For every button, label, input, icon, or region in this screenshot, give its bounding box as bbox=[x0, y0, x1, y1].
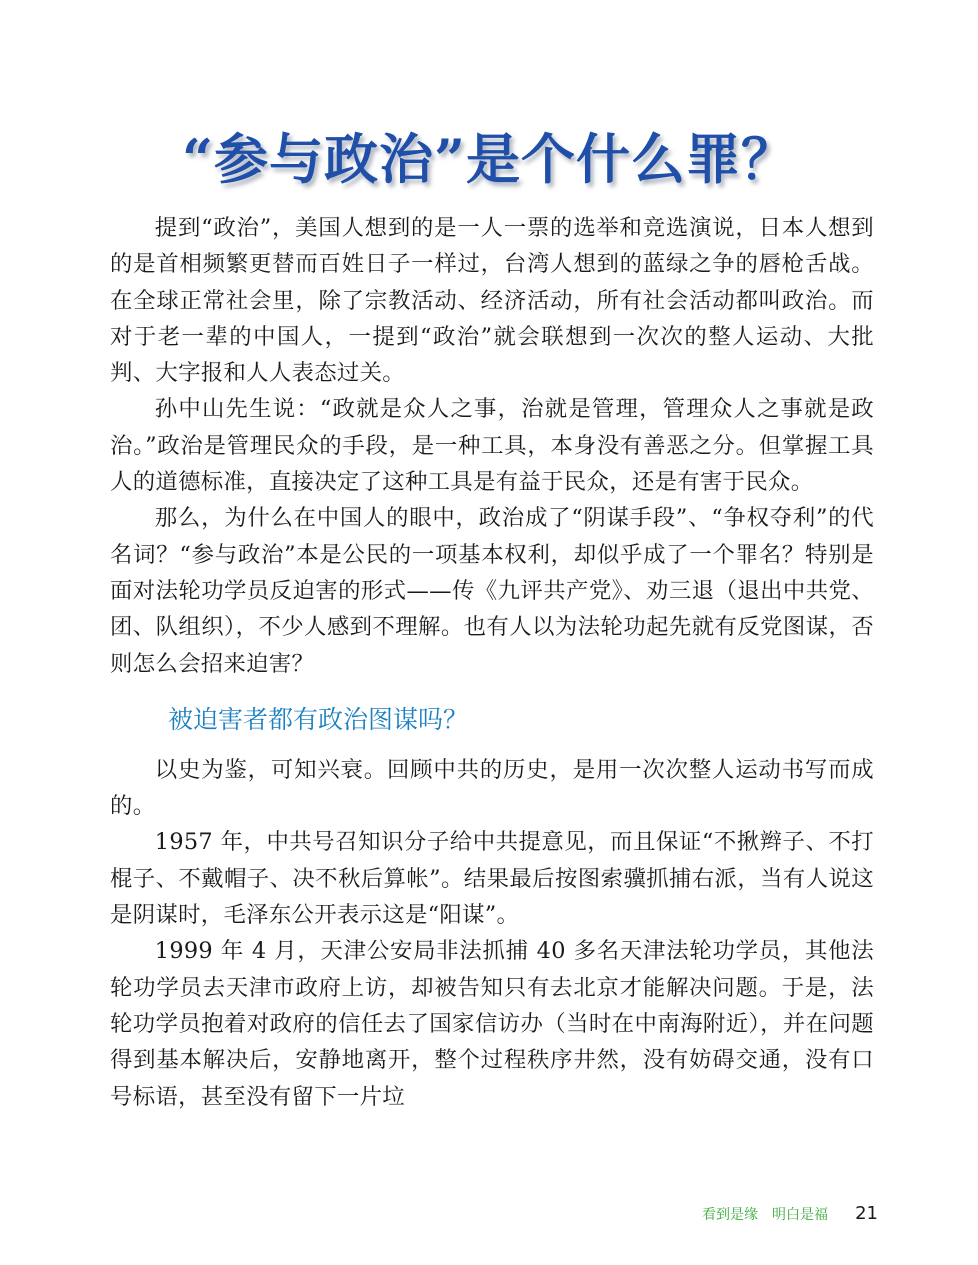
paragraph: 孙中山先生说：“政就是众人之事，治就是管理，管理众人之事就是政治。”政治是管理民众的手段，是一种工具，本身没有善恶之分。但掌握工具人的道德标准，直接决定了这种工具是有益于民众，还是有害于民众。 bbox=[110, 396, 874, 496]
page-title: “参与政治”是个什么罪？ bbox=[181, 127, 797, 192]
paragraph: 以史为鉴，可知兴衰。回顾中共的历史，是用一次次整人运动书写而成的。 bbox=[110, 756, 874, 820]
page-footer bbox=[702, 1203, 878, 1224]
page-number: 21 bbox=[855, 1203, 878, 1224]
paragraph: 提到“政治”，美国人想到的是一人一票的选举和竞选演说，日本人想到的是首相频繁更替而百姓日子一样过，台湾人想到的蓝绿之争的唇枪舌战。在全球正常社会里，除了宗教活动、经济活动，所有社会活动都叫政治。而对于老一辈的中国人，一提到“政治”就会联想到一次次的整人运动、大批判、大字报和人人表态过关。 bbox=[110, 215, 874, 387]
paragraph: 1957 年，中共号召知识分子给中共提意见，而且保证“不揪辫子、不打棍子、不戴帽子、决不秋后算帐”。结果最后按图索骥抓捕右派，当有人说这是阴谋时，毛泽东公开表示这是“阳谋”。 bbox=[110, 829, 874, 929]
footer-slogan: 看到是缘 明白是福 bbox=[702, 1206, 828, 1223]
article-body bbox=[110, 210, 874, 1115]
paragraph: 1999 年 4 月，天津公安局非法抓捕 40 多名天津法轮功学员，其他法轮功学员去天津市政府上访，却被告知只有去北京才能解决问题。于是，法轮功学员抱着对政府的信任去了国家信访办（当时在中南海附近），并在问题得到基本解决后，安静地离开，整个过程秩序井然，没有妨碍交通，没有口号标语，甚至没有留下一片垃 bbox=[110, 938, 874, 1110]
paragraph: 那么，为什么在中国人的眼中，政治成了“阴谋手段”、“争权夺利”的代名词？“参与政治”本是公民的一项基本权利，却似乎成了一个罪名？特别是面对法轮功学员反迫害的形式——传《九评共产党》、劝三退（退出中共党、团、队组织），不少人感到不理解。也有人以为法轮功起先就有反党图谋，否则怎么会招来迫害？ bbox=[110, 505, 874, 677]
section-heading: 被迫害者都有政治图谋吗？ bbox=[168, 704, 469, 734]
